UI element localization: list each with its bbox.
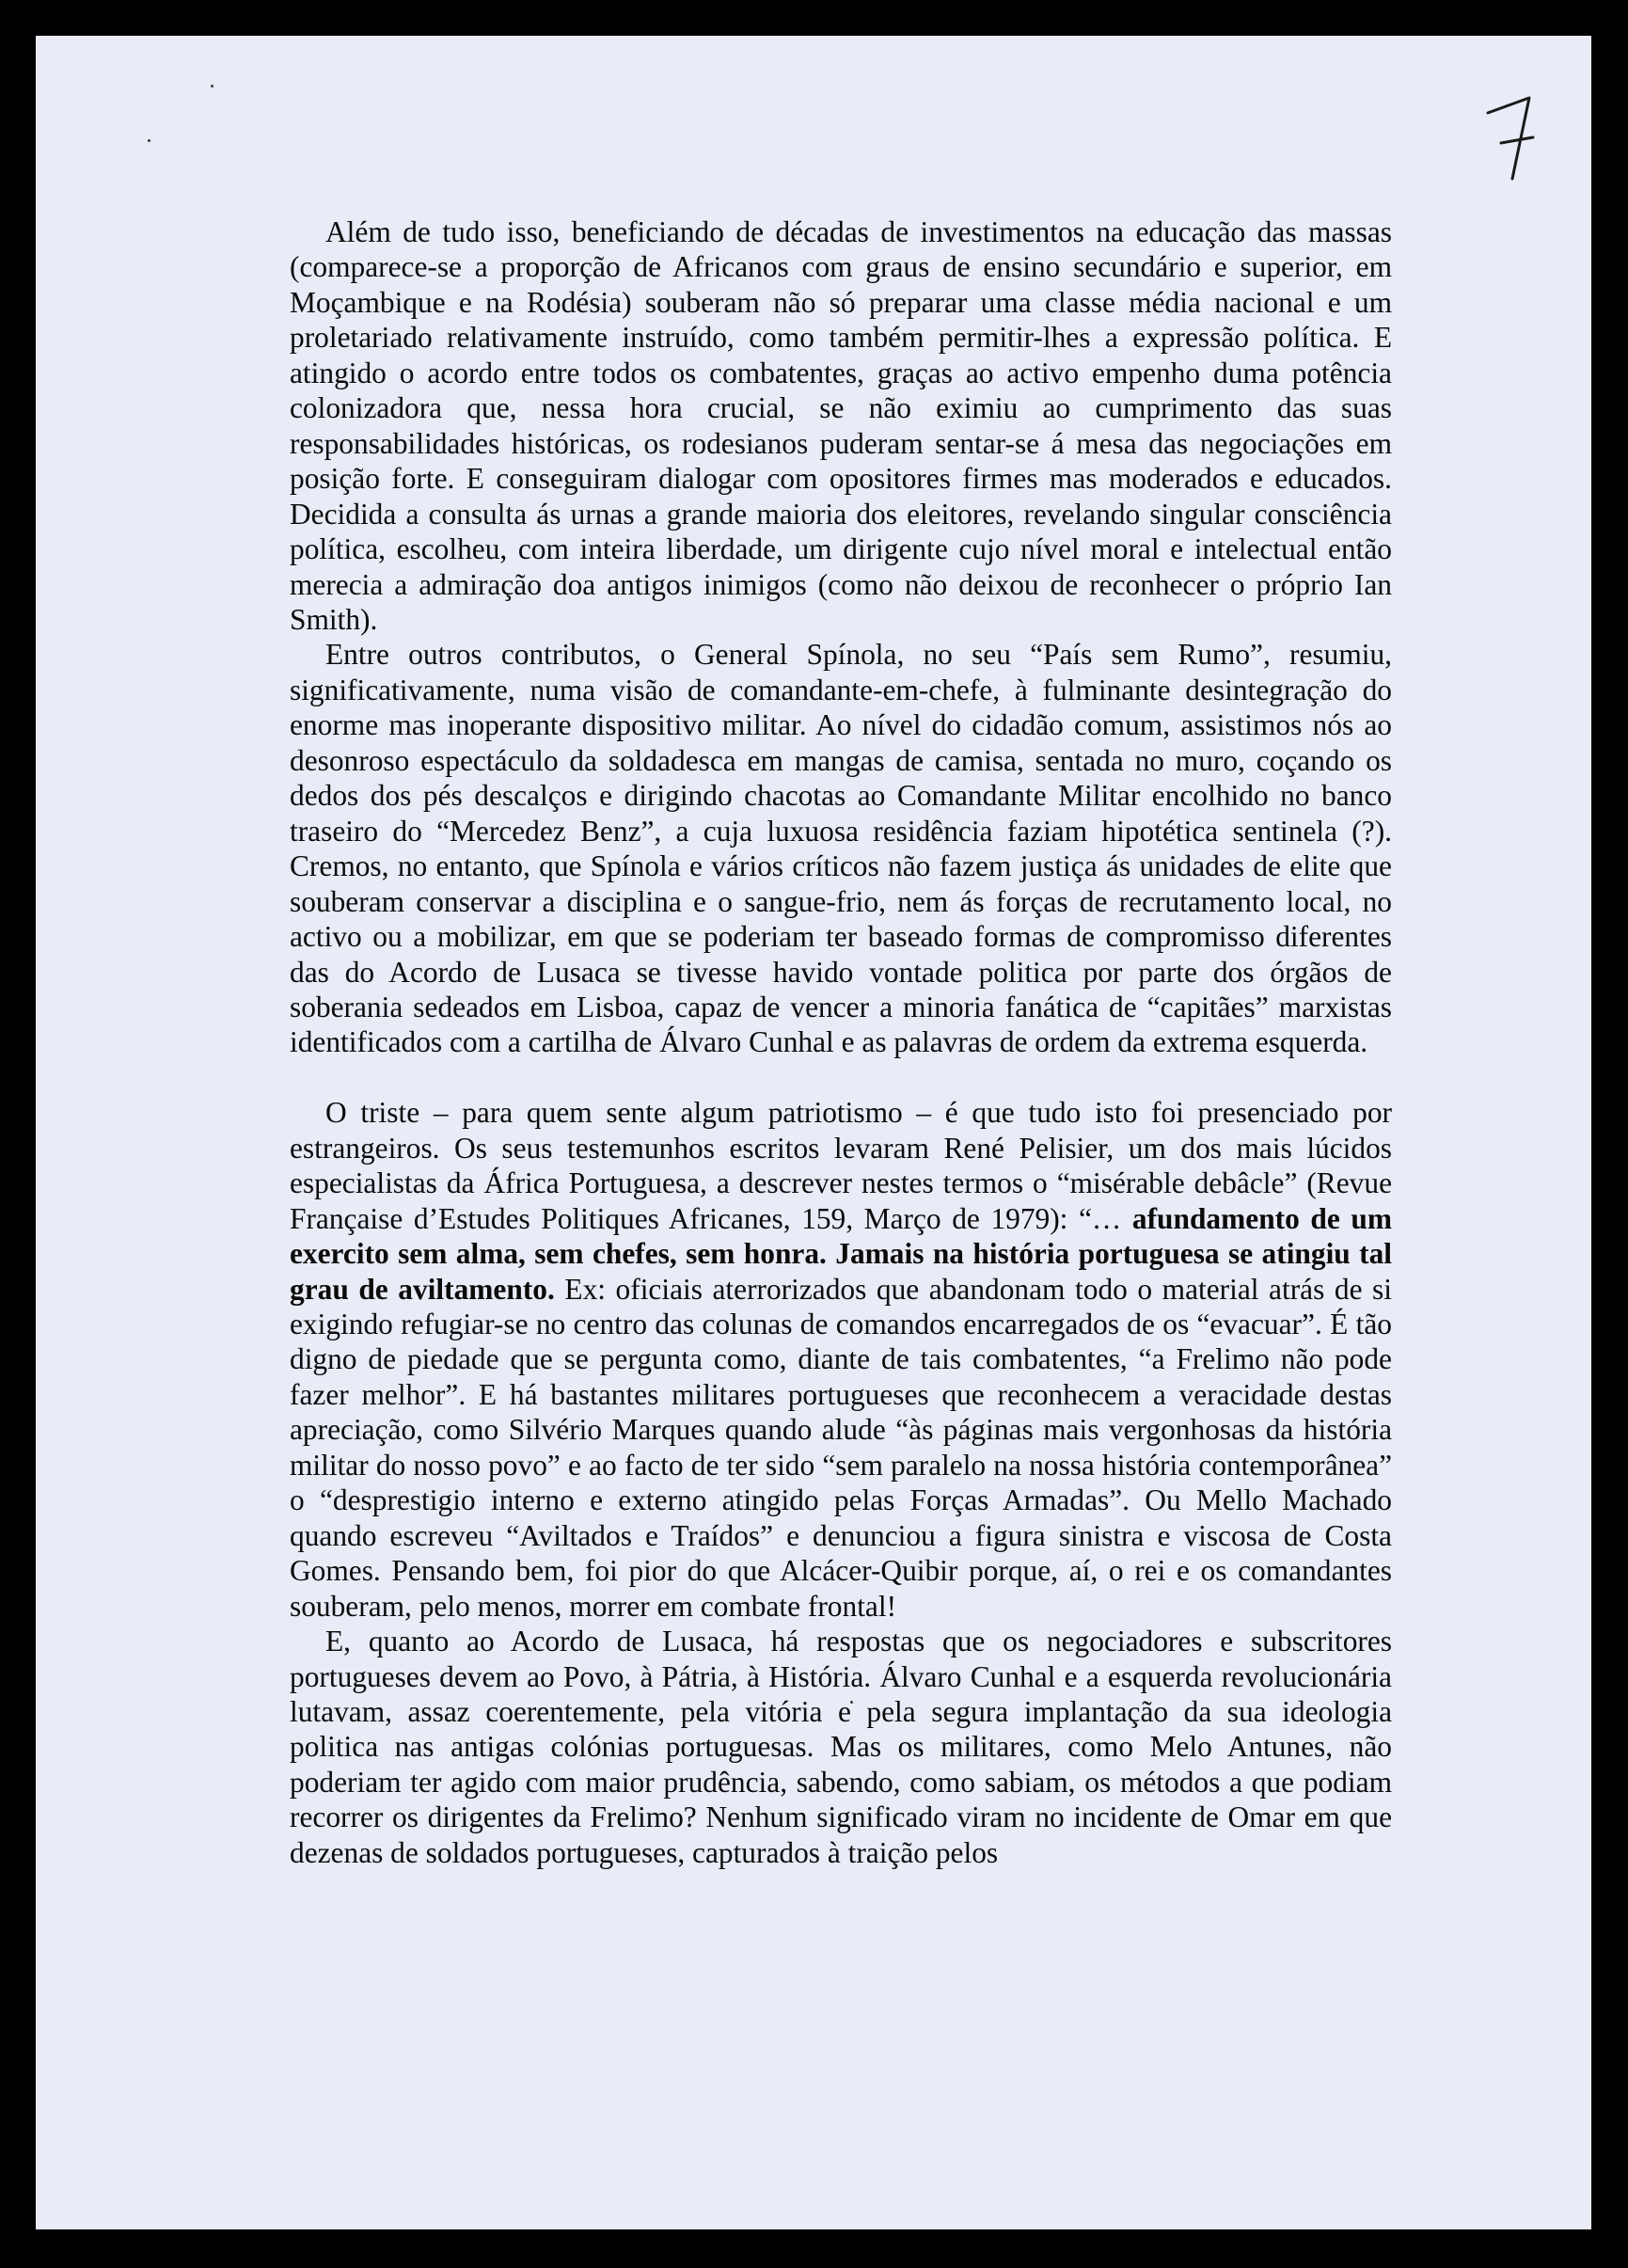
- paragraph-3: [290, 1095, 1392, 1624]
- body-text: [290, 214, 1392, 1870]
- paragraph-3-intro: O triste – para quem sente algum patriotismo – é que tudo isto foi presenciado por estrangeiros. Os seus testemunhos escritos levaram René Pelisier, um dos mais lúcidos especialistas da África Portuguesa, a descrever nestes termos o “misérable debâcle” (Revue Française d’Estudes Politiques Africanes, 159, Março de 1979): “…: [290, 1096, 1392, 1235]
- handwritten-page-number: [1475, 85, 1550, 188]
- paragraph-4: E, quanto ao Acordo de Lusaca, há respostas que os negociadores e subscritores portugueses devem ao Povo, à Pátria, à História. Álvaro Cunhal e a esquerda revolucionária lutavam, assaz coerentemente, pela vitória e pela segura implantação da sua ideologia politica nas antigas colónias portuguesas. Mas os militares, como Melo Antunes, não poderiam ter agido com maior prudência, sabendo, como sabiam, os métodos a que podiam recorrer os dirigentes da Frelimo? Nenhum significado viram no incidente de Omar em que dezenas de soldados portugueses, capturados à traição pelos: [290, 1625, 1392, 1869]
- paragraph-3-rest: Ex: oficiais aterrorizados que abandonam todo o material atrás de si exigindo refugiar-se no centro das colunas de comandos encarregados de os “evacuar”. É tão digno de piedade que se pergunta como, diante de tais combatentes, “a Frelimo não pode fazer melhor”. E há bastantes militares portugueses que reconhecem a veracidade destas apreciação, como Silvério Marques quando alude “às páginas mais vergonhosas da história militar do nosso povo” e ao facto de ter sido “sem paralelo na nossa história contemporânea” o “desprestigio interno e externo atingido pelas Forças Armadas”. Ou Mello Machado quando escreveu “Aviltados e Traídos” e denunciou a figura sinistra e viscosa de Costa Gomes. Pensando bem, foi pior do que Alcácer-Quibir porque, aí, o rei e os comandantes souberam, pelo menos, morrer em combate frontal!: [290, 1272, 1392, 1623]
- scan-speck: [148, 139, 150, 142]
- scan-speck: [211, 85, 213, 87]
- paragraph-gap: [290, 1060, 1392, 1095]
- document-page: [36, 36, 1591, 2229]
- paragraph-1: Além de tudo isso, beneficiando de décadas de investimentos na educação das massas (comparece-se a proporção de Africanos com graus de ensino secundário e superior, em Moçambique e na Rodésia) souberam não só preparar uma classe média nacional e um proletariado relativamente instruído, como também permitir-lhes a expressão política. E atingido o acordo entre todos os combatentes, graças ao activo empenho duma potência colonizadora que, nessa hora crucial, se não eximiu ao cumprimento das suas responsabilidades históricas, os rodesianos puderam sentar-se á mesa das negociações em posição forte. E conseguiram dialogar com opositores firmes mas moderados e educados. Decidida a consulta ás urnas a grande maioria dos eleitores, revelando singular consciência política, escolheu, com inteira liberdade, um dirigente cujo nível moral e intelectual então merecia a admiração doa antigos inimigos (como não deixou de reconhecer o próprio Ian Smith).: [290, 215, 1392, 636]
- paragraph-2: Entre outros contributos, o General Spínola, no seu “País sem Rumo”, resumiu, significativamente, numa visão de comandante-em-chefe, à fulminante desintegração do enorme mas inoperante dispositivo militar. Ao nível do cidadão comum, assistimos nós ao desonroso espectáculo da soldadesca em mangas de camisa, sentada no muro, coçando os dedos dos pés descalços e dirigindo chacotas ao Comandante Militar encolhido no banco traseiro do “Mercedez Benz”, a cuja luxuosa residência faziam hipotética sentinela (?). Cremos, no entanto, que Spínola e vários críticos não fazem justiça ás unidades de elite que souberam conservar a disciplina e o sangue-frio, nem ás forças de recrutamento local, no activo ou a mobilizar, em que se poderiam ter baseado formas de compromisso diferentes das do Acordo de Lusaca se tivesse havido vontade politica por parte dos órgãos de soberania sedeados em Lisboa, capaz de vencer a minoria fanática de “capitães” marxistas identificados com a cartilha de Álvaro Cunhal e as palavras de ordem da extrema esquerda.: [290, 638, 1392, 1059]
- paragraph-3-bold-quote: afundamento de um exercito sem alma, sem chefes, sem honra. Jamais na história portuguesa se atingiu tal grau de aviltamento.: [290, 1201, 1392, 1306]
